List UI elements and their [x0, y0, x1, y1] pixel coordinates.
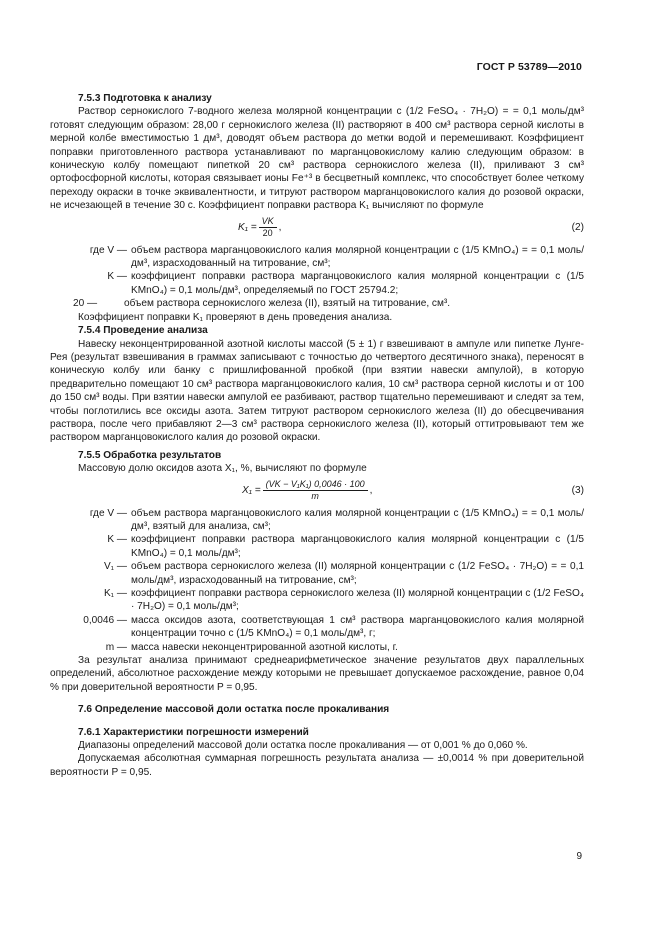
standard-header: ГОСТ Р 53789—2010: [476, 61, 582, 73]
definition-label: V₁ —: [103, 561, 127, 573]
document-body: [50, 92, 584, 779]
definition-label: m —: [105, 641, 127, 653]
paragraph-ranges: Диапазоны определений массовой доли остатка после прокаливания — от 0,001 % до 0,060 %.: [78, 740, 528, 752]
definition-label: K —: [107, 271, 127, 283]
formula-2-numerator: VK: [259, 216, 277, 228]
definition-row: [50, 270, 584, 297]
formula-3-tail: ,: [369, 484, 373, 496]
definition-text: масса оксидов азота, соответствующая 1 см³ раствора марганцовокислого калия молярной концентрации точно с (1/5 KMnO₄) = 0,1 моль/дм³, г;: [131, 614, 584, 640]
definition-text: масса навески неконцентрированной азотной кислоты, г.: [131, 641, 398, 653]
section-title-7-6-1: 7.6.1 Характеристики погрешности измерений: [78, 726, 309, 738]
formula-2-tail: ,: [278, 221, 282, 233]
formula-3-denominator: m: [311, 491, 319, 502]
formula-2-number: (2): [571, 221, 584, 233]
definition-row: [50, 560, 584, 587]
formula-2: [50, 216, 584, 240]
formula-2-lhs: K₁ =: [238, 221, 257, 233]
formula-3-number: (3): [571, 484, 584, 496]
definition-text: коэффициент поправки раствора сернокислого железа (II) молярной концентрации с (1/2 FeSO₄ · 7H₂O) = 0,1 моль/дм³;: [131, 588, 584, 613]
note-coefficient-check: Коэффициент поправки K₁ проверяют в день проведения анализа.: [78, 311, 393, 323]
definition-text: объем раствора марганцовокислого калия молярной концентрации с (1/5 KMnO₄) = = 0,1 моль/дм³, взятый для анализа, см³;: [131, 507, 584, 532]
definition-text: коэффициент поправки раствора марганцовокислого калия молярной концентрации с (1/5 KMnO₄) = 0,1 моль/дм³;: [131, 534, 584, 559]
definition-row: [50, 507, 584, 534]
formula-3-fraction: [263, 479, 368, 502]
definition-row: [50, 614, 584, 641]
definition-label: 0,0046 —: [83, 614, 127, 626]
page-number: 9: [576, 851, 582, 862]
paragraph-analysis: Навеску неконцентрированной азотной кислоты массой (5 ± 1) г взвешивают в ампуле или пипетке Лунге-Рея (результат взвешивания в граммах записывают с точностью до четвертого десятичного знака), переносят в коническую колбу или банку с пришлифованной пробкой (при взятии навески ампулой), в которую предварительно помещают 10 см³ раствора марганцовокислого калия, 10 см³ раствора серной кислоты и от 100 до 150 см³ воды. При взятии навески ампулой ее разбивают, раствор тщательно перемешивают и следят за тем, чтобы поглотились все оксиды азота. Затем титруют раствором сернокислого железа (II) до обесцвечивания раствора, после чего прибавляют 2—3 см³ раствора сернокислого железа (II), который оттитровывают тем же раствором марганцовокислого калия до розовой окраски.: [50, 338, 584, 444]
formula-3-lhs: X₁ =: [242, 484, 261, 496]
section-title-7-5-4: 7.5.4 Проведение анализа: [78, 325, 208, 337]
definition-label: 20 —: [73, 298, 98, 310]
paragraph-error: Допускаемая абсолютная суммарная погрешность результата анализа — ±0,0014 % при доверительной вероятности P = 0,95.: [50, 753, 584, 778]
definition-row: [50, 533, 584, 560]
paragraph-formula-intro: Массовую долю оксидов азота X₁, %, вычисляют по формуле: [78, 463, 367, 475]
definition-row: [50, 587, 584, 614]
definition-text: объем раствора марганцовокислого калия молярной концентрации с (1/5 KMnO₄) = = 0,1 моль/дм³, израсходованный на титрование, см³;: [131, 244, 584, 270]
formula-2-denominator: 20: [262, 228, 273, 239]
definition-row: [50, 244, 584, 271]
section-title-7-5-5: 7.5.5 Обработка результатов: [78, 449, 222, 461]
definition-row: [50, 641, 584, 654]
definition-label: где V —: [89, 507, 127, 519]
paragraph-preparation: Раствор сернокислого 7-водного железа молярной концентрации с (1/2 FeSO₄ · 7H₂O) = = 0,1 моль/дм³ готовят следующим образом: 28,00 г сернокислого железа (II) растворяют в 400 см³ раствора серной кислоты в мерной колбе вместимостью 1 дм³, доводят объем раствора до метки водой и перемешивают. Коэффициент поправки приготовленного раствора устанавливают по марганцовокислому калию следующим образом: в коническую колбу помещают пипеткой 20 см³ раствора сернокислого железа (II), приливают 3 см³ ортофосфорной кислоты, которая связывает ионы Fe⁺³ в бесцветный комплекс, что способствует более четкому переходу окраски в точке эквивалентности, и титруют раствором марганцовокислого калия до розовой окраски, не исчезающей в течение 30 с. Коэффициент поправки раствора K₁ вычисляют по формуле: [50, 106, 584, 212]
definition-row: [50, 297, 584, 310]
definition-label: где V —: [89, 244, 127, 256]
section-title-7-5-3: 7.5.3 Подготовка к анализу: [78, 93, 212, 104]
formula-3-numerator: (VK − V₁K₁) 0,0046 · 100: [263, 479, 368, 491]
formula-2-fraction: [259, 216, 277, 239]
definition-label: K —: [107, 534, 127, 546]
definition-text: объем раствора сернокислого железа (II), взятый на титрование, см³.: [124, 298, 451, 310]
definition-label: K₁ —: [103, 588, 127, 599]
definition-text: объем раствора сернокислого железа (II) молярной концентрации с (1/2 FeSO₄ · 7H₂O) = = 0,1 моль/дм³, израсходованный на титрование, см³;: [131, 561, 584, 586]
paragraph-result: За результат анализа принимают среднеарифметическое значение результатов двух параллельных определений, абсолютное расхождение между которыми не превышает допускаемое расхождение, равное 0,04 % при доверительной вероятности P = 0,95.: [50, 655, 584, 693]
definition-text: коэффициент поправки раствора марганцовокислого калия молярной концентрации с (1/5 KMnO₄) = 0,1 моль/дм³, определяемый по ГОСТ 25794.2;: [131, 271, 584, 296]
section-title-7-6: 7.6 Определение массовой доли остатка после прокаливания: [78, 704, 390, 716]
formula-3: [50, 479, 584, 503]
